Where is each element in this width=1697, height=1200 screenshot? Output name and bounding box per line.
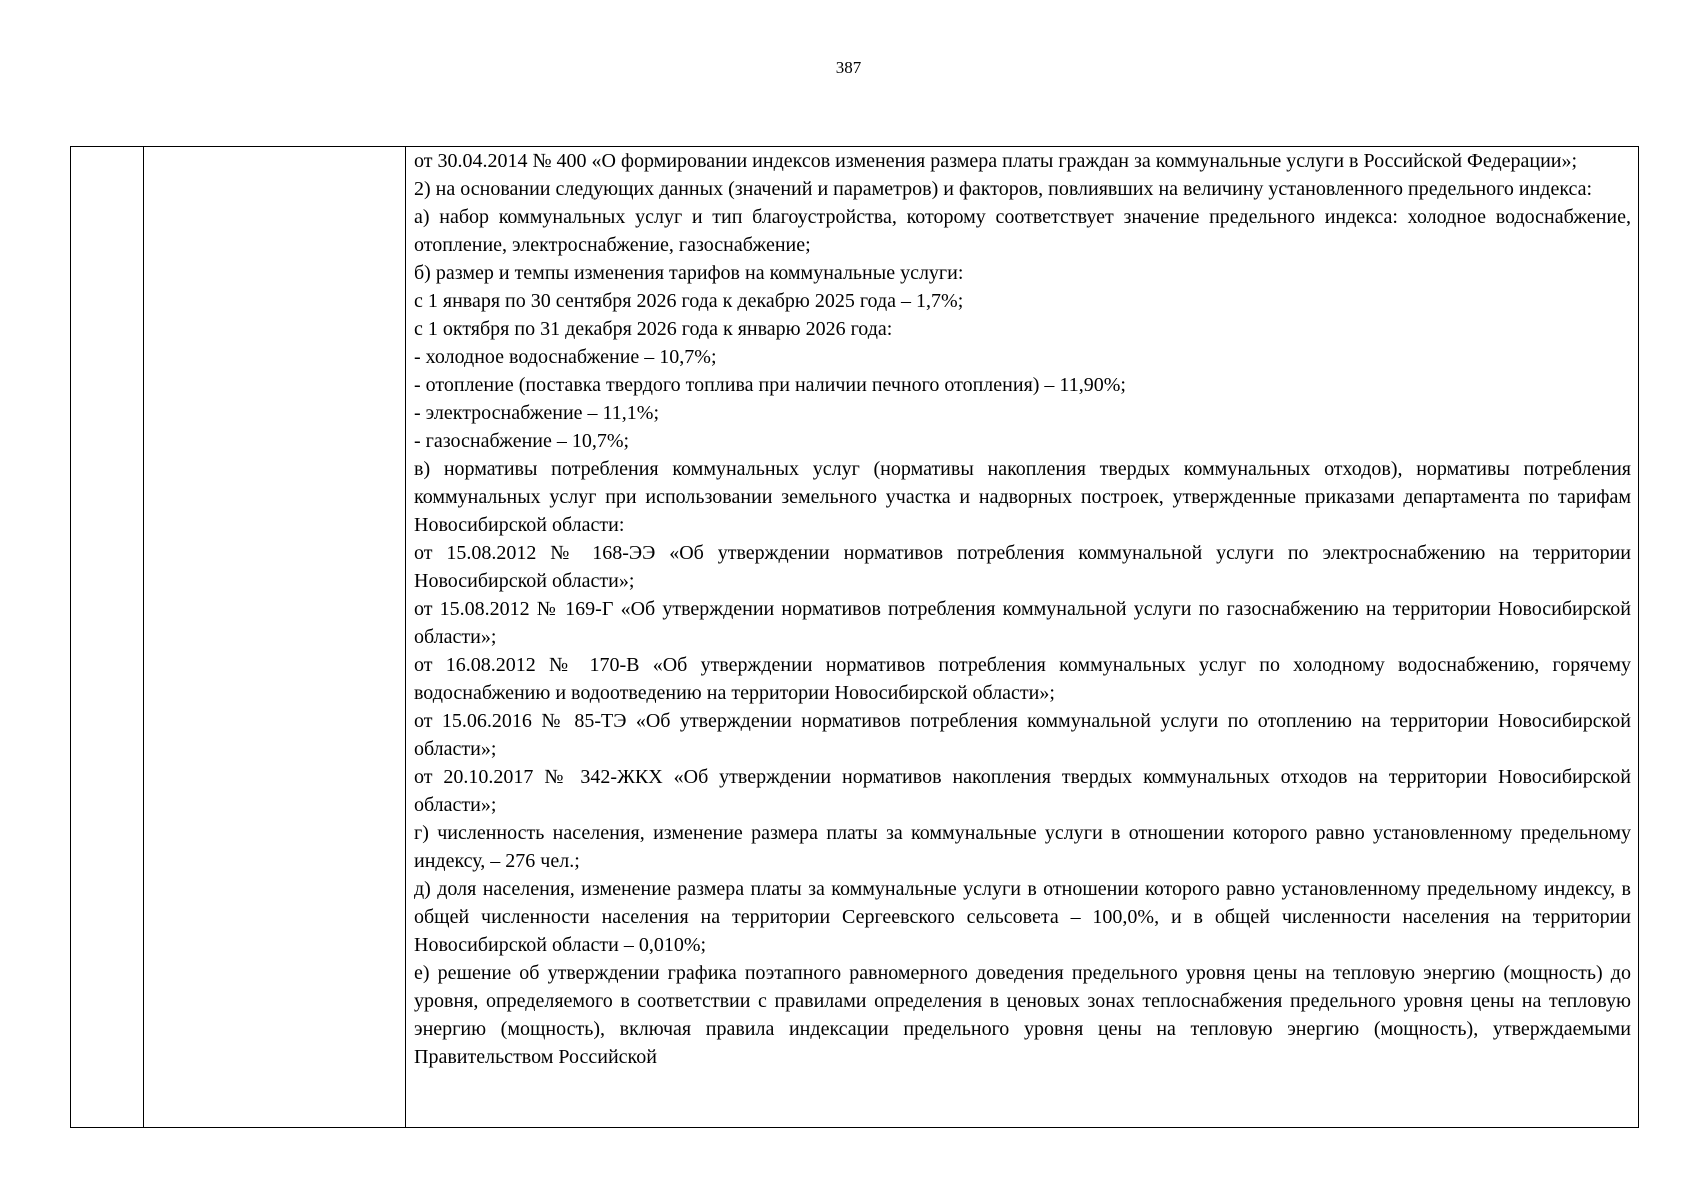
paragraph-order-85: от 15.06.2016 № 85-ТЭ «Об утверждении нормативов потребления коммунальной услуги по отоплению на территории Новосибирской области»; <box>414 710 1631 760</box>
paragraph-population-share: д) доля населения, изменение размера платы за коммунальные услуги в отношении которого равно установленному предельному индексу, в общей численности населения на территории Сергеевского сельсовета – 100,0%, и в общей численности населения на территории Новосибирской области – 0,010%; <box>414 878 1631 956</box>
paragraph-order-169: от 15.08.2012 № 169-Г «Об утверждении нормативов потребления коммунальной услуги по газоснабжению на территории Новосибирской области»; <box>414 598 1631 648</box>
paragraph-heating: - отопление (поставка твердого топлива при наличии печного отопления) – 11,90%; <box>414 374 1126 396</box>
paragraph-cold-water: - холодное водоснабжение – 10,7%; <box>414 346 717 368</box>
paragraph-tariff-period-2: с 1 октября по 31 декабря 2026 года к январю 2026 года: <box>414 318 893 340</box>
paragraph-tariff-period-1: с 1 января по 30 сентября 2026 года к декабрю 2025 года – 1,7%; <box>414 290 964 312</box>
document-table <box>70 146 1639 1128</box>
page-number: 387 <box>835 58 862 77</box>
paragraph-basis-data: 2) на основании следующих данных (значений и параметров) и факторов, повлиявших на величину установленного предельного индекса: <box>414 178 1593 200</box>
table-column-text <box>406 147 1638 1127</box>
table-column-name <box>144 147 406 1127</box>
paragraph-order-342: от 20.10.2017 № 342-ЖКХ «Об утверждении нормативов накопления твердых коммунальных отходов на территории Новосибирской области»; <box>414 766 1631 816</box>
paragraph-electricity: - электроснабжение – 11,1%; <box>414 402 659 424</box>
paragraph-order-170: от 16.08.2012 № 170-В «Об утверждении нормативов потребления коммунальных услуг по холодному водоснабжению, горячему водоснабжению и водоотведению на территории Новосибирской области»; <box>414 654 1631 704</box>
table-column-number <box>71 147 144 1127</box>
paragraph-norms-heading: в) нормативы потребления коммунальных услуг (нормативы накопления твердых коммунальных отходов), нормативы потребления коммунальных услуг при использовании земельного участка и надворных построек, утвержденные приказами департамента по тарифам Новосибирской области: <box>414 458 1631 536</box>
paragraph-decree-400: от 30.04.2014 № 400 «О формировании индексов изменения размера платы граждан за коммунальные услуги в Российской Федерации»; <box>414 150 1578 172</box>
paragraph-gas: - газоснабжение – 10,7%; <box>414 430 630 452</box>
paragraph-population-count: г) численность населения, изменение размера платы за коммунальные услуги в отношении которого равно установленному предельному индексу, – 276 чел.; <box>414 822 1631 872</box>
paragraph-services-set: а) набор коммунальных услуг и тип благоустройства, которому соответствует значение предельного индекса: холодное водоснабжение, отопление, электроснабжение, газоснабжение; <box>414 206 1631 256</box>
paragraph-tariffs-heading: б) размер и темпы изменения тарифов на коммунальные услуги: <box>414 262 964 284</box>
paragraph-heat-price-schedule: е) решение об утверждении графика поэтапного равномерного доведения предельного уровня цены на тепловую энергию (мощность) до уровня, определяемого в соответствии с правилами определения в ценовых зонах теплоснабжения предельного уровня цены на тепловую энергию (мощность), включая правила индексации предельного уровня цены на тепловую энергию (мощность), утверждаемыми Правительством Российской <box>414 962 1631 1068</box>
paragraph-order-168: от 15.08.2012 № 168-ЭЭ «Об утверждении нормативов потребления коммунальной услуги по электроснабжению на территории Новосибирской области»; <box>414 542 1631 592</box>
